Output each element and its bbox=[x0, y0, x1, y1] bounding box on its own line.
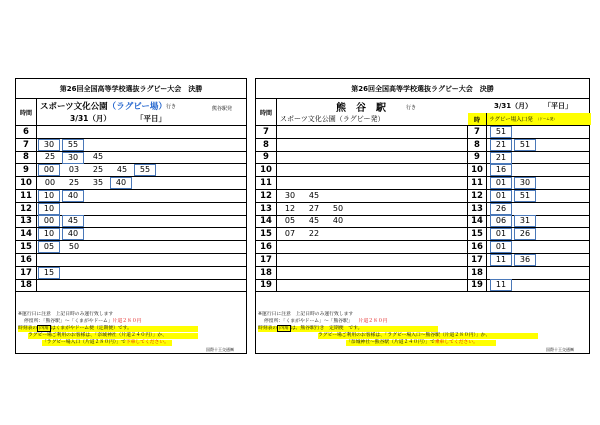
minute-cells bbox=[38, 216, 86, 228]
table-row bbox=[256, 203, 589, 216]
scheduled-departure-regular: 05 bbox=[38, 241, 60, 253]
hour-cell: 8 bbox=[256, 139, 277, 151]
hour-cell: 13 bbox=[256, 203, 277, 215]
scheduled-departure-regular: 01 bbox=[490, 190, 512, 202]
box-marker: 四角 bbox=[279, 326, 289, 331]
note-line: ラグビー場ご利用のお客様は、「ラグビー場入口～熊谷駅（片道２８０円）」か、 bbox=[318, 333, 538, 339]
minute-cells bbox=[38, 139, 86, 151]
scheduled-departure-regular: 16 bbox=[490, 164, 512, 176]
minute-cells bbox=[490, 216, 538, 228]
scheduled-departure-regular: 26 bbox=[490, 203, 512, 215]
minute-cells bbox=[490, 203, 514, 215]
service-date: 3/31（月） bbox=[70, 114, 111, 123]
minute-cells bbox=[38, 190, 86, 202]
minute-cells bbox=[490, 280, 514, 292]
scheduled-departure-regular: 30 bbox=[514, 177, 536, 189]
minute-cells bbox=[490, 177, 538, 189]
scheduled-departure-regular: 00 bbox=[38, 164, 60, 176]
scheduled-departure-regular: 11 bbox=[490, 254, 512, 266]
timetable-rows bbox=[16, 126, 246, 292]
hour-cell: 18 bbox=[468, 267, 487, 279]
minute-cells bbox=[38, 164, 158, 176]
hour-cell: 10 bbox=[468, 164, 487, 176]
scheduled-departure-regular: 30 bbox=[62, 152, 84, 164]
table-row bbox=[256, 267, 589, 280]
note-line: ※運行日に注意 上記日時のみ運行致します bbox=[258, 312, 354, 317]
minute-cells bbox=[490, 228, 538, 240]
box-marker: 四角 bbox=[39, 326, 49, 331]
hour-cell: 12 bbox=[468, 190, 487, 202]
note-line: ※運行日に注意 上記日時のみ運行致します bbox=[18, 312, 114, 317]
hour-cell: 18 bbox=[16, 280, 37, 292]
note-line: ラグビー場ご利用のお客様は、「奈城神社（片道２４０円）」か、 bbox=[28, 333, 198, 339]
hour-column-header: 時間 bbox=[256, 99, 277, 125]
scheduled-departure-regular: 51 bbox=[490, 126, 512, 138]
timetable-header bbox=[256, 99, 589, 126]
scheduled-departure-regular: 40 bbox=[62, 190, 84, 202]
table-row bbox=[256, 254, 589, 267]
table-row bbox=[16, 254, 246, 267]
scheduled-departure: 22 bbox=[308, 229, 320, 239]
scheduled-departure: 35 bbox=[92, 178, 104, 188]
scheduled-departure: 50 bbox=[332, 203, 344, 213]
scheduled-departure-regular: 31 bbox=[514, 215, 536, 227]
minute-cells bbox=[38, 228, 86, 240]
hour-cell: 16 bbox=[256, 241, 277, 253]
destination-venue: ラグビー場 bbox=[116, 102, 159, 112]
table-row bbox=[16, 203, 246, 216]
minute-cells bbox=[38, 177, 134, 189]
minute-cells bbox=[38, 241, 86, 253]
table-row bbox=[256, 280, 589, 293]
scheduled-departure: 50 bbox=[68, 242, 80, 252]
scheduled-departure-regular: 21 bbox=[490, 139, 512, 151]
scheduled-departure: 00 bbox=[44, 178, 56, 188]
scheduled-departure: 25 bbox=[92, 165, 104, 175]
hour-cell: 9 bbox=[468, 152, 487, 164]
table-row bbox=[16, 190, 246, 203]
hour-cell: 14 bbox=[468, 216, 487, 228]
minute-cells bbox=[38, 152, 110, 164]
operator-credit: 国際十王交通㈱ bbox=[206, 347, 234, 352]
hour-cell: 11 bbox=[256, 177, 277, 189]
scheduled-departure: 25 bbox=[44, 152, 56, 162]
hour-cell: 14 bbox=[16, 228, 37, 240]
destination-suffix: 行き bbox=[406, 105, 417, 111]
scheduled-departure-regular: 11 bbox=[490, 279, 512, 291]
scheduled-departure-regular: 01 bbox=[490, 241, 512, 253]
hour-cell: 18 bbox=[256, 267, 277, 279]
scheduled-departure-regular: 10 bbox=[38, 190, 60, 202]
scheduled-departure-regular: 10 bbox=[38, 203, 60, 215]
hour-cell: 11 bbox=[16, 190, 37, 202]
note-line: 「ラグビー場入口（片道２８０円）」で下車してください。 bbox=[42, 340, 172, 346]
hour-cell: 7 bbox=[16, 139, 37, 151]
table-row bbox=[16, 241, 246, 254]
scheduled-departure: 45 bbox=[308, 216, 320, 226]
left-origin-label: スポーツ文化公園（ラグビー発） bbox=[280, 115, 385, 123]
scheduled-departure-regular: 55 bbox=[134, 164, 156, 176]
destination-title: スポーツ文化公園（ラグビー場） bbox=[40, 102, 167, 112]
hour-cell: 17 bbox=[256, 254, 277, 266]
minute-cells bbox=[490, 126, 514, 138]
service-date: 3/31（月） bbox=[494, 102, 533, 110]
hour-cell: 7 bbox=[468, 126, 487, 138]
hour-cell: 14 bbox=[256, 216, 277, 228]
hour-cell: 17 bbox=[468, 254, 487, 266]
table-row bbox=[16, 280, 246, 293]
minute-cells bbox=[38, 203, 62, 215]
hour-cell: 15 bbox=[16, 241, 37, 253]
table-row bbox=[256, 241, 589, 254]
operator-credit: 国際十王交通㈱ bbox=[546, 347, 574, 352]
table-row bbox=[16, 228, 246, 241]
minute-cells bbox=[490, 152, 514, 164]
destination-suffix: 行き bbox=[166, 104, 177, 110]
table-row bbox=[16, 267, 246, 280]
minute-cells bbox=[278, 228, 326, 240]
note-line: 停留所：「熊谷駅」～「くまがやドーム」片道２８０円 bbox=[24, 319, 142, 324]
hour-cell: 17 bbox=[16, 267, 37, 279]
day-type: 「平日」 bbox=[544, 102, 572, 110]
note-line: 時刻表の 四角 はくまがやドーム便（定期便）です。 bbox=[18, 326, 198, 332]
scheduled-departure: 27 bbox=[308, 203, 320, 213]
scheduled-departure: 25 bbox=[68, 178, 80, 188]
scheduled-departure-regular: 40 bbox=[110, 177, 132, 189]
scheduled-departure: 05 bbox=[284, 216, 296, 226]
scheduled-departure-regular: 06 bbox=[490, 215, 512, 227]
scheduled-departure: 45 bbox=[92, 152, 104, 162]
timetable-to-sports-park bbox=[15, 78, 247, 354]
minute-cells bbox=[278, 190, 326, 202]
minute-cells bbox=[278, 203, 350, 215]
scheduled-departure-regular: 26 bbox=[514, 228, 536, 240]
minute-cells bbox=[490, 241, 514, 253]
scheduled-departure: 12 bbox=[284, 203, 296, 213]
scheduled-departure-regular: 10 bbox=[38, 228, 60, 240]
minute-cells bbox=[490, 254, 538, 266]
scheduled-departure-regular: 21 bbox=[490, 152, 512, 164]
scheduled-departure: 07 bbox=[284, 229, 296, 239]
table-row bbox=[256, 190, 589, 203]
scheduled-departure: 45 bbox=[308, 190, 320, 200]
table-row bbox=[256, 216, 589, 229]
hour-cell: 7 bbox=[256, 126, 277, 138]
table-row bbox=[256, 139, 589, 152]
hour-cell: 12 bbox=[256, 190, 277, 202]
note-line: 「奈城神社～熊谷駅（片道２４０円）」で乗車してください。 bbox=[346, 340, 496, 346]
timetable-rows bbox=[256, 126, 589, 292]
table-row bbox=[256, 228, 589, 241]
table-row bbox=[16, 177, 246, 190]
note-line: 停留所：「くまがやドーム」～「熊谷駅」 片道２８０円 bbox=[264, 319, 388, 324]
destination-name: スポーツ文化公園 bbox=[40, 102, 108, 112]
scheduled-departure: 03 bbox=[68, 165, 80, 175]
hour-cell: 10 bbox=[16, 177, 37, 189]
destination-title: 熊 谷 駅 bbox=[336, 103, 386, 114]
event-banner: 第26回全国高等学校選抜ラグビー大会 決勝 bbox=[16, 79, 246, 99]
hour-cell: 11 bbox=[468, 177, 487, 189]
hour-cell: 10 bbox=[256, 164, 277, 176]
table-row bbox=[16, 152, 246, 165]
scheduled-departure-regular: 51 bbox=[514, 139, 536, 151]
minute-cells bbox=[38, 267, 62, 279]
hour-cell: 8 bbox=[16, 152, 37, 164]
hour-cell: 15 bbox=[256, 228, 277, 240]
day-type: 「平日」 bbox=[136, 114, 166, 123]
hour-cell: 12 bbox=[16, 203, 37, 215]
hour-cell: 19 bbox=[256, 280, 277, 292]
right-hour-header: 時 bbox=[468, 113, 487, 125]
scheduled-departure-regular: 30 bbox=[38, 139, 60, 151]
table-row bbox=[16, 216, 246, 229]
scheduled-departure-regular: 15 bbox=[38, 267, 60, 279]
hour-cell: 16 bbox=[16, 254, 37, 266]
hour-cell: 19 bbox=[468, 280, 487, 292]
scheduled-departure: 30 bbox=[284, 190, 296, 200]
origin-label: 熊谷駅発 bbox=[212, 106, 233, 112]
scheduled-departure-regular: 36 bbox=[514, 254, 536, 266]
scheduled-departure: 40 bbox=[332, 216, 344, 226]
hour-column-header: 時間 bbox=[16, 99, 37, 125]
minute-cells bbox=[278, 216, 350, 228]
minute-cells bbox=[490, 164, 514, 176]
scheduled-departure-regular: 55 bbox=[62, 139, 84, 151]
table-row bbox=[256, 177, 589, 190]
table-row bbox=[16, 164, 246, 177]
timetable-to-kumagaya-station bbox=[255, 78, 590, 354]
hour-cell: 13 bbox=[16, 216, 37, 228]
hour-cell: 16 bbox=[468, 241, 487, 253]
note-line: 時刻表の 四角 は、熊谷駅行き 定期便 です。 bbox=[258, 326, 438, 332]
right-origin-label: ラグビー場入口発 （ドーム発） bbox=[487, 113, 591, 125]
timetable-header bbox=[16, 99, 246, 126]
minute-cells bbox=[490, 139, 538, 151]
hour-cell: 6 bbox=[16, 126, 37, 138]
scheduled-departure-regular: 40 bbox=[62, 228, 84, 240]
scheduled-departure-regular: 01 bbox=[490, 228, 512, 240]
table-row bbox=[256, 152, 589, 165]
hour-cell: 9 bbox=[256, 152, 277, 164]
event-banner: 第26回全国高等学校選抜ラグビー大会 決勝 bbox=[256, 79, 589, 99]
hour-cell: 15 bbox=[468, 228, 487, 240]
table-row bbox=[256, 164, 589, 177]
minute-cells bbox=[490, 190, 538, 202]
scheduled-departure-regular: 45 bbox=[62, 215, 84, 227]
hour-cell: 13 bbox=[468, 203, 487, 215]
hour-cell: 8 bbox=[468, 139, 487, 151]
scheduled-departure-regular: 00 bbox=[38, 215, 60, 227]
scheduled-departure-regular: 51 bbox=[514, 190, 536, 202]
hour-cell: 9 bbox=[16, 164, 37, 176]
scheduled-departure: 45 bbox=[116, 165, 128, 175]
table-row bbox=[256, 126, 589, 139]
table-row bbox=[16, 139, 246, 152]
table-row bbox=[16, 126, 246, 139]
scheduled-departure-regular: 01 bbox=[490, 177, 512, 189]
